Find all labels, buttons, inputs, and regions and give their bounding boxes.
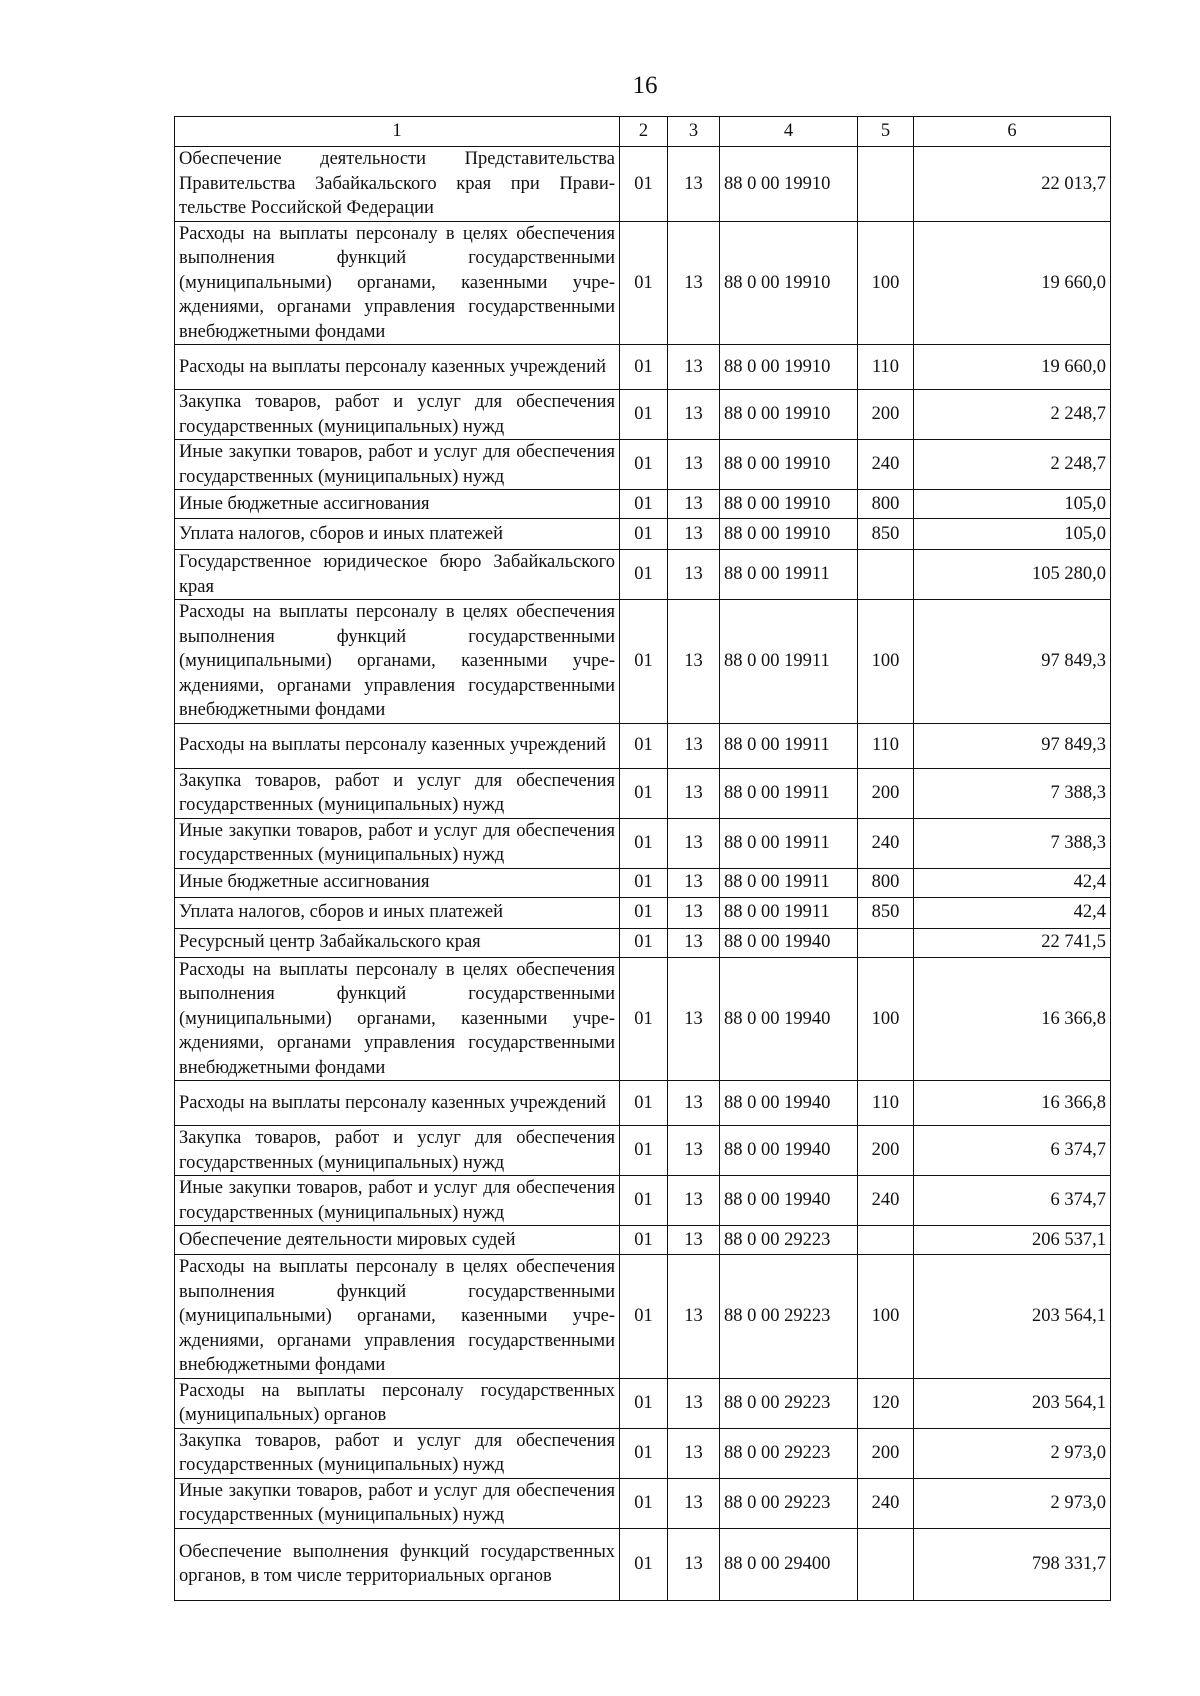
cell-section: 01 (620, 1428, 668, 1478)
cell-expense-type: 240 (858, 440, 914, 490)
cell-amount: 16 366,8 (914, 957, 1111, 1081)
header-col-4: 4 (720, 117, 858, 147)
cell-name: Иные закупки товаров, работ и услуг для обеспечения государственных (муниципальных) нужд (175, 1478, 620, 1528)
cell-expense-type: 100 (858, 600, 914, 724)
cell-amount: 97 849,3 (914, 723, 1111, 768)
cell-name: Иные закупки товаров, работ и услуг для обеспечения государственных (муниципальных) нужд (175, 1176, 620, 1226)
cell-subsection: 13 (668, 768, 720, 818)
cell-name: Расходы на выплаты персоналу в целях обеспечения выполнения функций государственными (муниципальными) органами, казенными учреждениями, органами управления государственными внебюджетными фондами (175, 1255, 620, 1379)
table-row (175, 1478, 1111, 1528)
cell-name: Закупка товаров, работ и услуг для обеспечения государственных (муниципальных) нужд (175, 768, 620, 818)
table-row (175, 928, 1111, 957)
budget-table (174, 116, 1111, 1601)
cell-section: 01 (620, 1255, 668, 1379)
cell-amount: 206 537,1 (914, 1226, 1111, 1255)
cell-target-code: 88 0 00 29223 (720, 1378, 858, 1428)
cell-section: 01 (620, 1378, 668, 1428)
table-row (175, 550, 1111, 600)
cell-subsection: 13 (668, 221, 720, 345)
cell-target-code: 88 0 00 29223 (720, 1255, 858, 1379)
cell-subsection: 13 (668, 1378, 720, 1428)
table-row (175, 390, 1111, 440)
cell-target-code: 88 0 00 19940 (720, 1126, 858, 1176)
cell-target-code: 88 0 00 29400 (720, 1528, 858, 1600)
cell-amount: 2 248,7 (914, 440, 1111, 490)
cell-target-code: 88 0 00 19911 (720, 768, 858, 818)
table-row (175, 147, 1111, 222)
cell-target-code: 88 0 00 19910 (720, 490, 858, 519)
cell-expense-type: 200 (858, 768, 914, 818)
table-row (175, 345, 1111, 390)
cell-name: Расходы на выплаты персоналу в целях обеспечения выполнения функций государственными (муниципальными) органами, казенными учреждениями, органами управления государственными внебюджетными фондами (175, 221, 620, 345)
cell-section: 01 (620, 440, 668, 490)
table-row (175, 1428, 1111, 1478)
cell-subsection: 13 (668, 490, 720, 519)
cell-amount: 6 374,7 (914, 1126, 1111, 1176)
cell-name: Расходы на выплаты персоналу в целях обеспечения выполнения функций государственными (муниципальными) органами, казенными учреждениями, органами управления государственными внебюджетными фондами (175, 600, 620, 724)
cell-subsection: 13 (668, 1226, 720, 1255)
cell-target-code: 88 0 00 19910 (720, 440, 858, 490)
table-row (175, 818, 1111, 868)
cell-amount: 22 013,7 (914, 147, 1111, 222)
cell-name: Расходы на выплаты персоналу казенных учреждений (175, 1081, 620, 1126)
header-col-1: 1 (175, 117, 620, 147)
cell-expense-type: 240 (858, 1176, 914, 1226)
cell-name: Обеспечение выполнения функций государственных органов, в том числе территориальных органов (175, 1528, 620, 1600)
table-row (175, 957, 1111, 1081)
cell-expense-type (858, 1226, 914, 1255)
cell-section: 01 (620, 345, 668, 390)
cell-target-code: 88 0 00 19910 (720, 519, 858, 550)
cell-name: Уплата налогов, сборов и иных платежей (175, 519, 620, 550)
cell-section: 01 (620, 868, 668, 897)
table-row (175, 519, 1111, 550)
header-col-3: 3 (668, 117, 720, 147)
cell-expense-type: 110 (858, 345, 914, 390)
cell-subsection: 13 (668, 1081, 720, 1126)
cell-section: 01 (620, 519, 668, 550)
cell-expense-type (858, 147, 914, 222)
cell-name: Иные бюджетные ассигнования (175, 490, 620, 519)
table-row (175, 1176, 1111, 1226)
cell-target-code: 88 0 00 19910 (720, 147, 858, 222)
cell-amount: 19 660,0 (914, 345, 1111, 390)
table-row (175, 1528, 1111, 1600)
cell-subsection: 13 (668, 897, 720, 928)
cell-expense-type: 240 (858, 1478, 914, 1528)
cell-target-code: 88 0 00 19911 (720, 897, 858, 928)
table-row (175, 723, 1111, 768)
header-col-5: 5 (858, 117, 914, 147)
table-row (175, 1126, 1111, 1176)
cell-subsection: 13 (668, 1255, 720, 1379)
cell-expense-type: 240 (858, 818, 914, 868)
cell-expense-type (858, 550, 914, 600)
cell-section: 01 (620, 1478, 668, 1528)
cell-section: 01 (620, 1126, 668, 1176)
cell-name: Закупка товаров, работ и услуг для обеспечения государственных (муниципальных) нужд (175, 390, 620, 440)
cell-target-code: 88 0 00 29223 (720, 1478, 858, 1528)
cell-expense-type: 100 (858, 1255, 914, 1379)
cell-expense-type (858, 928, 914, 957)
header-col-2: 2 (620, 117, 668, 147)
cell-subsection: 13 (668, 440, 720, 490)
header-col-6: 6 (914, 117, 1111, 147)
table-row (175, 897, 1111, 928)
cell-subsection: 13 (668, 868, 720, 897)
cell-subsection: 13 (668, 1528, 720, 1600)
cell-subsection: 13 (668, 345, 720, 390)
cell-section: 01 (620, 600, 668, 724)
table-row (175, 1226, 1111, 1255)
cell-subsection: 13 (668, 818, 720, 868)
cell-name: Закупка товаров, работ и услуг для обеспечения государственных (муниципальных) нужд (175, 1428, 620, 1478)
cell-amount: 798 331,7 (914, 1528, 1111, 1600)
cell-target-code: 88 0 00 19940 (720, 957, 858, 1081)
cell-expense-type: 110 (858, 723, 914, 768)
cell-section: 01 (620, 1176, 668, 1226)
cell-amount: 16 366,8 (914, 1081, 1111, 1126)
cell-section: 01 (620, 818, 668, 868)
table-row (175, 868, 1111, 897)
cell-section: 01 (620, 897, 668, 928)
table-header-row (175, 117, 1111, 147)
cell-subsection: 13 (668, 600, 720, 724)
cell-name: Государственное юридическое бюро Забайкальского края (175, 550, 620, 600)
cell-name: Обеспечение деятельности мировых судей (175, 1226, 620, 1255)
cell-expense-type: 200 (858, 1126, 914, 1176)
cell-subsection: 13 (668, 147, 720, 222)
cell-subsection: 13 (668, 928, 720, 957)
cell-amount: 97 849,3 (914, 600, 1111, 724)
cell-subsection: 13 (668, 1478, 720, 1528)
cell-name: Расходы на выплаты персоналу государственных (муниципальных) органов (175, 1378, 620, 1428)
table-row (175, 490, 1111, 519)
cell-name: Закупка товаров, работ и услуг для обеспечения государственных (муниципальных) нужд (175, 1126, 620, 1176)
table-row (175, 1255, 1111, 1379)
cell-target-code: 88 0 00 19911 (720, 818, 858, 868)
cell-section: 01 (620, 768, 668, 818)
cell-name: Ресурсный центр Забайкальского края (175, 928, 620, 957)
table-body (175, 147, 1111, 1601)
cell-name: Уплата налогов, сборов и иных платежей (175, 897, 620, 928)
cell-target-code: 88 0 00 19911 (720, 723, 858, 768)
cell-subsection: 13 (668, 519, 720, 550)
cell-expense-type: 110 (858, 1081, 914, 1126)
cell-amount: 105 280,0 (914, 550, 1111, 600)
cell-section: 01 (620, 723, 668, 768)
cell-subsection: 13 (668, 957, 720, 1081)
cell-subsection: 13 (668, 1176, 720, 1226)
cell-amount: 19 660,0 (914, 221, 1111, 345)
cell-expense-type: 850 (858, 897, 914, 928)
cell-subsection: 13 (668, 1428, 720, 1478)
cell-amount: 22 741,5 (914, 928, 1111, 957)
cell-expense-type: 850 (858, 519, 914, 550)
cell-subsection: 13 (668, 1126, 720, 1176)
cell-target-code: 88 0 00 29223 (720, 1428, 858, 1478)
cell-expense-type: 200 (858, 1428, 914, 1478)
cell-section: 01 (620, 490, 668, 519)
cell-section: 01 (620, 550, 668, 600)
cell-amount: 7 388,3 (914, 818, 1111, 868)
cell-target-code: 88 0 00 19940 (720, 928, 858, 957)
cell-subsection: 13 (668, 550, 720, 600)
cell-section: 01 (620, 928, 668, 957)
cell-amount: 2 248,7 (914, 390, 1111, 440)
cell-amount: 203 564,1 (914, 1378, 1111, 1428)
cell-amount: 203 564,1 (914, 1255, 1111, 1379)
cell-section: 01 (620, 221, 668, 345)
cell-amount: 2 973,0 (914, 1478, 1111, 1528)
table-row (175, 768, 1111, 818)
table-row (175, 600, 1111, 724)
cell-expense-type: 100 (858, 221, 914, 345)
cell-expense-type: 200 (858, 390, 914, 440)
cell-expense-type: 800 (858, 868, 914, 897)
cell-amount: 105,0 (914, 519, 1111, 550)
cell-name: Расходы на выплаты персоналу казенных учреждений (175, 345, 620, 390)
cell-amount: 42,4 (914, 868, 1111, 897)
cell-amount: 42,4 (914, 897, 1111, 928)
table-row (175, 1378, 1111, 1428)
cell-amount: 6 374,7 (914, 1176, 1111, 1226)
cell-expense-type: 120 (858, 1378, 914, 1428)
cell-target-code: 88 0 00 19911 (720, 550, 858, 600)
table-row (175, 221, 1111, 345)
cell-name: Иные бюджетные ассигнования (175, 868, 620, 897)
cell-section: 01 (620, 1081, 668, 1126)
cell-expense-type: 800 (858, 490, 914, 519)
cell-section: 01 (620, 957, 668, 1081)
cell-subsection: 13 (668, 723, 720, 768)
cell-subsection: 13 (668, 390, 720, 440)
cell-expense-type: 100 (858, 957, 914, 1081)
cell-amount: 2 973,0 (914, 1428, 1111, 1478)
table-row (175, 1081, 1111, 1126)
cell-name: Расходы на выплаты персоналу в целях обеспечения выполнения функций государственными (муниципальными) органами, казенными учреждениями, органами управления государственными внебюджетными фондами (175, 957, 620, 1081)
cell-target-code: 88 0 00 19911 (720, 868, 858, 897)
cell-section: 01 (620, 390, 668, 440)
cell-amount: 7 388,3 (914, 768, 1111, 818)
cell-name: Иные закупки товаров, работ и услуг для обеспечения государственных (муниципальных) нужд (175, 440, 620, 490)
cell-target-code: 88 0 00 19940 (720, 1176, 858, 1226)
cell-target-code: 88 0 00 19910 (720, 221, 858, 345)
cell-target-code: 88 0 00 29223 (720, 1226, 858, 1255)
page-number: 16 (632, 72, 658, 99)
cell-section: 01 (620, 1226, 668, 1255)
cell-section: 01 (620, 1528, 668, 1600)
cell-target-code: 88 0 00 19910 (720, 345, 858, 390)
cell-name: Расходы на выплаты персоналу казенных учреждений (175, 723, 620, 768)
cell-target-code: 88 0 00 19911 (720, 600, 858, 724)
cell-amount: 105,0 (914, 490, 1111, 519)
cell-expense-type (858, 1528, 914, 1600)
cell-name: Обеспечение деятельности Представительства Правительства Забайкальского края при Правительстве Российской Федерации (175, 147, 620, 222)
cell-target-code: 88 0 00 19940 (720, 1081, 858, 1126)
cell-name: Иные закупки товаров, работ и услуг для обеспечения государственных (муниципальных) нужд (175, 818, 620, 868)
table-row (175, 440, 1111, 490)
cell-target-code: 88 0 00 19910 (720, 390, 858, 440)
cell-section: 01 (620, 147, 668, 222)
